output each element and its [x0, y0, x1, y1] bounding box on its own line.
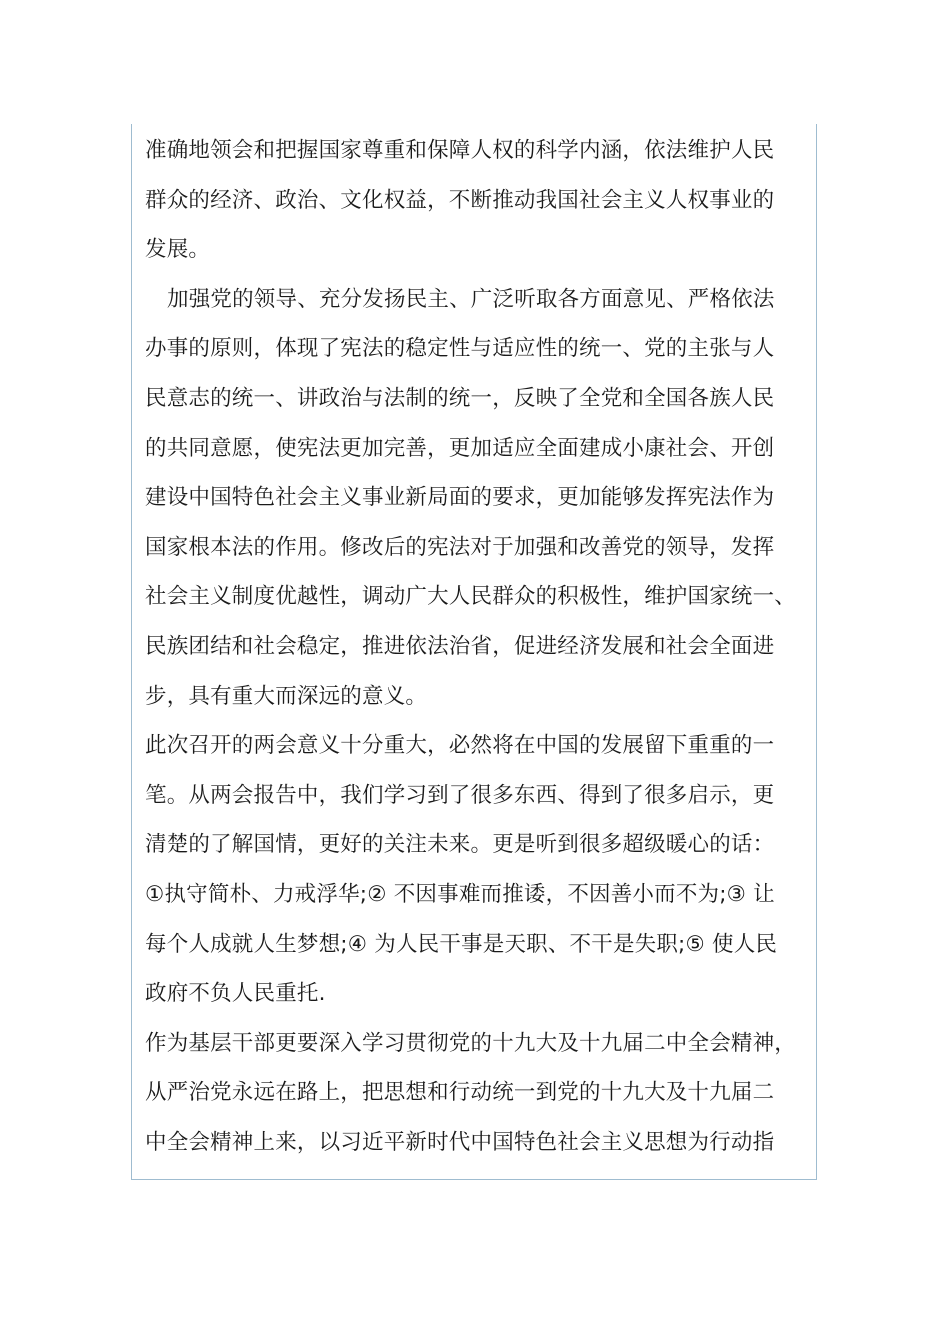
text-line: 建设中国特色社会主义事业新局面的要求，更加能够发挥宪法作为	[145, 485, 775, 511]
text-line: 国家根本法的作用。修改后的宪法对于加强和改善党的领导，发挥	[145, 534, 775, 560]
text-line: 民意志的统一、讲政治与法制的统一，反映了全党和全国各族人民	[145, 385, 775, 411]
text-line: 每个人成就人生梦想;④ 为人民干事是天职、不干是失职;⑤ 使人民	[145, 931, 778, 957]
text-line: 社会主义制度优越性，调动广大人民群众的积极性，维护国家统一、	[145, 584, 797, 610]
text-line: ①执守简朴、力戒浮华;② 不因事难而推诿，不因善小而不为;③ 让	[145, 881, 775, 907]
text-line: 办事的原则，体现了宪法的稳定性与适应性的统一、党的主张与人	[145, 336, 775, 362]
text-line: 从严治党永远在路上，把思想和行动统一到党的十九大及十九届二	[145, 1080, 775, 1106]
text-line: 此次召开的两会意义十分重大，必然将在中国的发展留下重重的一	[145, 733, 775, 759]
text-line: 中全会精神上来，以习近平新时代中国特色社会主义思想为行动指	[145, 1129, 775, 1155]
text-line: 的共同意愿，使宪法更加完善，更加适应全面建成小康社会、开创	[145, 435, 775, 461]
text-line: 作为基层干部更要深入学习贯彻党的十九大及十九届二中全会精神，	[145, 1030, 797, 1056]
text-line: 群众的经济、政治、文化权益，不断推动我国社会主义人权事业的	[145, 187, 775, 213]
text-line: 政府不负人民重托.	[145, 981, 326, 1007]
text-line: 步，具有重大而深远的意义。	[145, 683, 428, 709]
text-line: 加强党的领导、充分发扬民主、广泛听取各方面意见、严格依法	[167, 286, 775, 312]
document-body	[145, 126, 805, 1167]
text-line: 民族团结和社会稳定，推进依法治省，促进经济发展和社会全面进	[145, 633, 775, 659]
text-line: 笔。从两会报告中，我们学习到了很多东西、得到了很多启示，更	[145, 782, 775, 808]
text-line: 发展。	[145, 237, 211, 263]
text-line: 准确地领会和把握国家尊重和保障人权的科学内涵，依法维护人民	[145, 138, 775, 163]
text-line: 清楚的了解国情，更好的关注未来。更是听到很多超级暖心的话：	[145, 832, 775, 858]
